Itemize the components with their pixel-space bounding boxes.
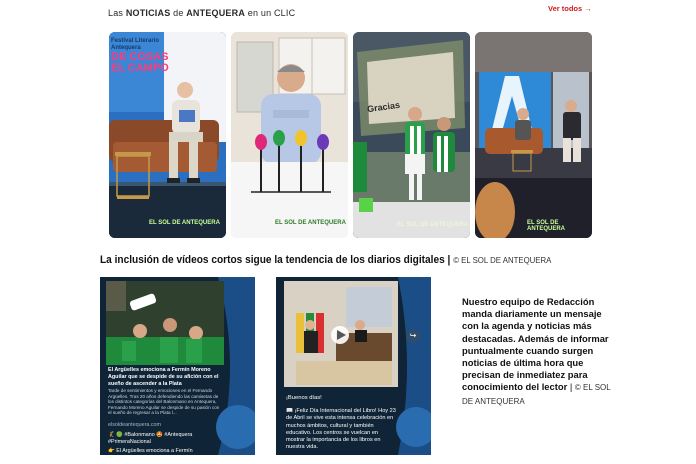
see-all-link[interactable]: Ver todos → [548, 4, 592, 13]
section-title: Las NOTICIAS de ANTEQUERA en un CLIC [108, 8, 296, 18]
watermark-logo: EL SOL DE ANTEQUERA [527, 220, 566, 232]
banner-word: Gracias [366, 99, 401, 115]
banner-subtitle: Festival Literario Antequera [111, 38, 160, 51]
share-icon[interactable]: ↪ [406, 329, 420, 343]
video-thumb-2[interactable] [231, 32, 348, 238]
video-thumb-4-image [475, 32, 592, 238]
video-thumb-1[interactable] [109, 32, 226, 238]
image-caption: La inclusión de vídeos cortos sigue la tendencia de los diarios digitales | © EL SOL DE ANTEQUERA [100, 254, 552, 266]
photo-credit-2: © EL SOL DE ANTEQUERA [462, 383, 611, 406]
watermark-logo: EL SOL DE ANTEQUERA [275, 220, 346, 226]
whatsapp-post-2 [276, 277, 431, 455]
post-1-domain[interactable]: elsoldeantequera.com [108, 422, 162, 428]
whatsapp-post-1 [100, 277, 255, 455]
video-thumb-3[interactable] [353, 32, 470, 238]
watermark-logo: EL SOL DE ANTEQUERA [397, 222, 468, 228]
video-thumb-4[interactable] [475, 32, 592, 238]
video-thumb-2-image [231, 32, 348, 238]
post-1-body: Tarde de sentimientos y emociones en el Fernando Argüelles. Tras 20 años defendiendo las camisetas de los distintos categorías del Balonmano en Antequera, Fernando Moreno Aguilar se despide de su pasión con el sueño de regresar a la Plata l... [108, 388, 220, 416]
post-1-tags: 🤾 🟢 #Balonmano 🤩 #Antequera #PrimeraNacional [108, 432, 193, 445]
video-thumb-3-image [353, 32, 470, 238]
photo-credit: © EL SOL DE ANTEQUERA [453, 255, 552, 265]
post-1-title: El Argüelles emociona a Fermín Moreno Aguilar que se despide de su afición con el sueño de ascender a la Plata [108, 367, 219, 387]
post-2-greeting: ¡Buenos días! [286, 395, 322, 401]
watermark-logo: EL SOL DE ANTEQUERA [149, 220, 220, 226]
post-2-body: 📖 ¡Feliz Día Internacional del Libro! Hoy 23 de Abril se vive esta intensa celebración en muchos ámbitos, cultural y también educativo. Los centros se vuelcan en mostrar la importancia de los libros en nuestra vida. [286, 408, 396, 451]
banner-title: DE COSAS EL CAMPO [111, 51, 169, 74]
post-1-footer: 👉 El Argüelles emociona a Fermín [108, 448, 193, 454]
side-description: Nuestro equipo de Redacción manda diariamente un mensaje con la agenda y noticias más destacadas. Además de informar puntualmente cuando surgen noticias de última hora que precisan de inmediatez para conocimiento del lector | © EL SOL DE ANTEQUERA [462, 296, 611, 406]
